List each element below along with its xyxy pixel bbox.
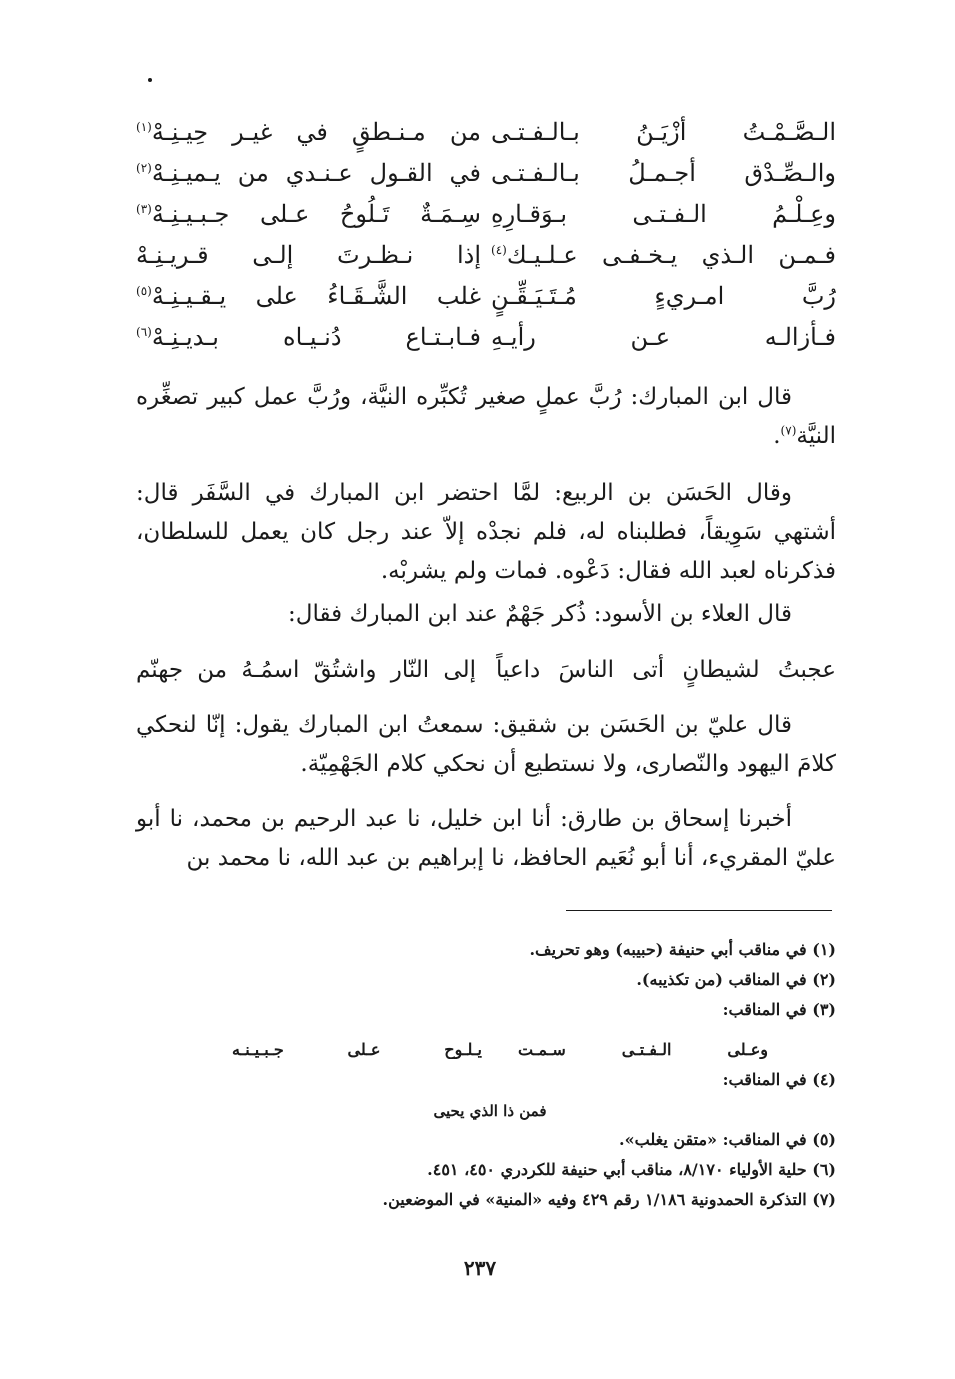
paragraph-text: قال العلاء بن الأسود: ذُكر جَهْمٌ عند ابن المبارك فقال: (288, 601, 792, 627)
paragraph-ishaq-tariq (136, 800, 836, 878)
footnotes (136, 936, 836, 1236)
hemistich-left: إلى النّار واشتُقّ اسمُـهُ من جهنّم (136, 657, 476, 683)
page-mark (148, 78, 152, 82)
hemistich-text: في القـول عـنـدي من يـميـنِـهْ (151, 159, 481, 187)
footnote-ref: (٢) (136, 161, 152, 175)
footnote-2: (٢) في المناقب (من تكذيبه). (636, 970, 836, 989)
hemistich-left (136, 317, 481, 358)
hemistich-right: والـصِّـدْق أجـمـلُ بـالـفـتـى (491, 159, 836, 187)
couplet-verse (136, 650, 836, 690)
footnote-3: (٣) في المناقب: (722, 1000, 836, 1019)
poem-verse-3 (136, 194, 836, 235)
hemistich-text: فـابـتـاع دُنـيـاه بـديـنِـهْ (151, 323, 481, 351)
hemistich-right: الـصَّـمْـتُ أزْيَـنُ بـالـفـتـى (491, 118, 836, 146)
paragraph-text: أخبرنا إسحاق بن طارق: أنا ابن خليل، نا عبد الرحيم بن محمد، نا أبو عليّ المقريء، أنا أبو نُعَيم الحافظ، نا إبراهيم بن عبد الله، نا محمد بن (136, 806, 836, 871)
footnote-7: (٧) التذكرة الحمدونية ١/١٨٦ رقم ٤٢٩ وفيه «المنية» في الموضعين. (382, 1190, 836, 1209)
paragraph-text: وقال الحَسَن بن الربيع: لمَّا احتضر ابن المبارك في السَّفَر قال: أشتهي سَوِيقاً، فطلبناه له، فلم نجدْه إلاّ عند رجل كان يعمل للسلطان، فذكرناه لعبد الله فقال: دَعْوه. فمات ولم يشربْه. (136, 480, 836, 584)
footnote-ref: (٧) (780, 423, 797, 438)
hemistich-left (136, 153, 481, 194)
hemistich-right: عجبتُ لشيطانٍ أتى الناسَ داعياً (496, 657, 836, 683)
hemistich-right: وعـلى الـفـتـى سـمـت (518, 1040, 768, 1059)
paragraph-ali-hasan (136, 706, 836, 784)
paragraph-end: . (773, 423, 781, 449)
poem-verse-5 (136, 276, 836, 317)
hemistich-left: إذا نـظـرتَ إلـى قـريـنِـهْ (136, 241, 481, 269)
footnote-separator (566, 910, 832, 911)
footnote-ref: (٤) (491, 243, 507, 257)
hemistich-left (136, 276, 481, 317)
hemistich-right: وعِـلْـمُ الـفـتـى بـوَقـارِهِ (491, 200, 836, 228)
hemistich-right: فـأزالـه عـن رأيـهِ (491, 323, 836, 351)
footnote-4: (٤) في المناقب: (722, 1070, 836, 1089)
hemistich-left: يـلـوح عـلى جـبـيـنـه (232, 1040, 482, 1059)
hemistich-left (136, 112, 481, 153)
footnote-ref: (٦) (136, 325, 152, 339)
page-number: ٢٣٧ (463, 1256, 497, 1280)
footnote-3-verse (232, 1040, 768, 1059)
hemistich-text: سِـمَـةٌ تَـلُوحُ عـلى جـبـيـنِـهْ (151, 200, 481, 228)
paragraph-text: قال ابن المبارك: رُبَّ عملٍ صغير تُكبِّره النيَّة، ورُبَّ عمل كبير تصغِّره النيَّة (136, 384, 836, 449)
paragraph-text: قال عليّ بن الحَسَن بن شقيق: سمعتُ ابن المبارك يقول: إنّا لنحكي كلامَ اليهود والنّصارى، ولا نستطيع أن نحكي كلام الجَهْمِيّة. (136, 712, 836, 777)
hemistich-text: فـمـن الـذي يـخـفـى عـلـيـك (506, 241, 836, 269)
footnote-4-verse: فمن ذا الذي يحيى (433, 1102, 547, 1120)
paragraph-hasan-rabi (136, 474, 836, 591)
footnote-ref: (٥) (136, 284, 152, 298)
footnote-ref: (١) (136, 120, 152, 134)
poem-verse-6 (136, 317, 836, 358)
hemistich-right: رُبَّ امـريءٍ مُـتَـيَـقِّـنٍ (491, 282, 836, 310)
footnote-1: (١) في مناقب أبي حنيفة (حبيبه) وهو تحريف. (529, 940, 836, 959)
footnote-6: (٦) حلية الأولياء ٨/١٧٠، مناقب أبي حنيفة للكردري ٤٥٠، ٤٥١. (427, 1160, 836, 1179)
poem-block (136, 112, 836, 358)
paragraph-ibn-mubarak (136, 378, 836, 456)
poem-verse-2 (136, 153, 836, 194)
footnote-5: (٥) في المناقب: «متقن يغلب». (619, 1130, 836, 1149)
poem-verse-1 (136, 112, 836, 153)
poem-verse-4 (136, 235, 836, 276)
footnote-ref: (٣) (136, 202, 152, 216)
hemistich-text: غلب الشَّـقَـاءُ على يـقـيـنِـهْ (151, 282, 481, 310)
paragraph-ala-aswad (136, 595, 836, 634)
hemistich-left (136, 194, 481, 235)
hemistich-text: من مـنـطقٍ في غيـر حِيـنِـهْ (151, 118, 481, 146)
hemistich-right (491, 235, 836, 276)
